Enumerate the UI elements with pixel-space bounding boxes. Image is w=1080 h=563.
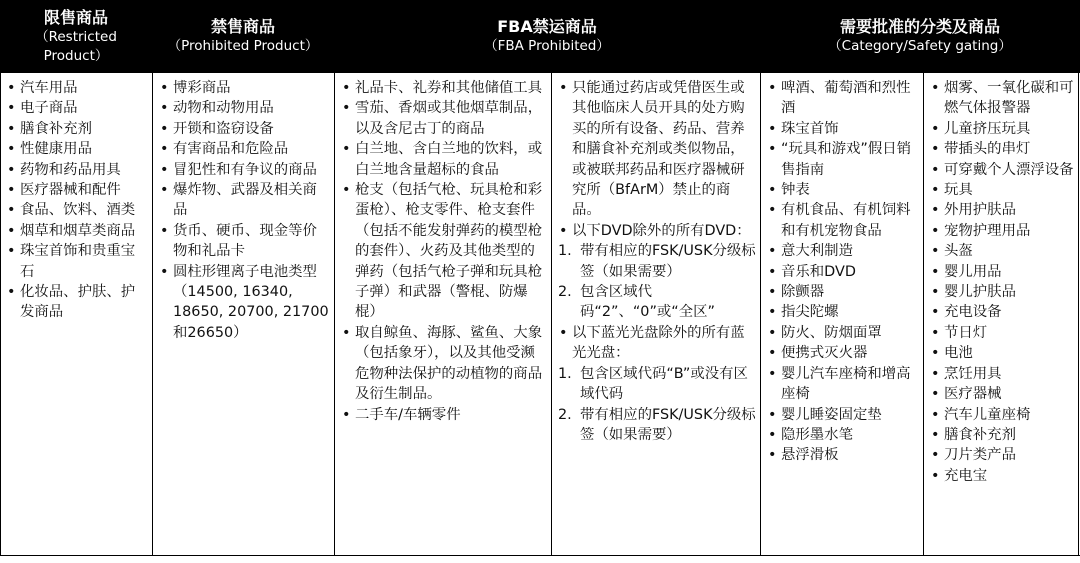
list-item: • 以下DVD除外的所有DVD：	[558, 221, 756, 241]
numbered-item	[558, 405, 756, 446]
header-restricted	[0, 0, 152, 73]
list-item: • 药物和药品用具	[6, 160, 148, 180]
list-item: • 只能通过药店或凭借医生或其他临床人员开具的处方购买的所有设备、药品、营养和膳食补充剂或类似物品，或被联邦药品和医疗器械研究所（BfArM）禁止的商品。	[558, 78, 756, 221]
item-text: 带有相应的FSK/USK分级标签（如果需要）	[580, 243, 756, 280]
numbered-item	[558, 241, 756, 282]
list-item: • 婴儿汽车座椅和增高座椅	[767, 364, 919, 405]
gating-column-right	[923, 73, 1080, 556]
header-prohibited-zh: 禁售商品	[210, 17, 275, 36]
gating-column-left	[760, 73, 923, 556]
header-category-gating	[760, 0, 1080, 73]
item-text: 包含区域代码“B”或没有区域代码	[580, 365, 748, 403]
header-restricted-en-2: Product）	[43, 47, 109, 64]
list-item: • 隐形墨水笔	[767, 425, 919, 445]
list-item: • 医疗器械	[930, 384, 1076, 404]
list-item: • 有害商品和危险品	[159, 139, 330, 159]
list-item: • 有机食品、有机饲料和有机宠物食品	[767, 200, 919, 241]
list-item: • 婴儿用品	[930, 262, 1076, 282]
list-item: • 珠宝首饰和贵重宝石	[6, 241, 148, 282]
list-item: • 冒犯性和有争议的商品	[159, 160, 330, 180]
header-gating-en: （Category/Safety gating）	[828, 38, 1012, 54]
list-item: • 宠物护理用品	[930, 221, 1076, 241]
list-item: • 意大利制造	[767, 241, 919, 261]
list-item: • 电池	[930, 343, 1076, 363]
list-item: • 礼品卡、礼券和其他储值工具	[341, 78, 547, 98]
numbered-item	[558, 364, 756, 405]
numbered-item	[558, 282, 756, 323]
list-item: • 刀片类产品	[930, 445, 1076, 465]
header-fba-zh: FBA禁运商品	[497, 17, 597, 36]
header-fba-en: （FBA Prohibited）	[484, 38, 610, 54]
list-item: • 烟雾、一氧化碳和可燃气体报警器	[930, 78, 1076, 119]
list-item: • 悬浮滑板	[767, 445, 919, 465]
item-number: 2.	[558, 284, 572, 301]
list-item: • “玩具和游戏”假日销售指南	[767, 139, 919, 180]
list-item: • 开锁和盗窃设备	[159, 119, 330, 139]
list-item: • 烟草和烟草类商品	[6, 221, 148, 241]
list-item: • 带插头的串灯	[930, 139, 1076, 159]
list-item: • 膳食补充剂	[6, 119, 148, 139]
list-item: • 指尖陀螺	[767, 302, 919, 322]
list-item: • 玩具	[930, 180, 1076, 200]
list-item: • 白兰地、含白兰地的饮料，或白兰地含量超标的食品	[341, 139, 547, 180]
list-item: • 啤酒、葡萄酒和烈性酒	[767, 78, 919, 119]
item-number: 1.	[558, 365, 572, 382]
list-item: • 爆炸物、武器及相关商品	[159, 180, 330, 221]
list-item: • 儿童挤压玩具	[930, 119, 1076, 139]
list-item: • 食品、饮料、酒类	[6, 200, 148, 220]
list-item: • 防火、防烟面罩	[767, 323, 919, 343]
prohibited-list-column	[152, 73, 334, 556]
list-item: • 婴儿护肤品	[930, 282, 1076, 302]
list-item: • 除颤器	[767, 282, 919, 302]
list-item: • 便携式灭火器	[767, 343, 919, 363]
restricted-list-column	[0, 73, 152, 556]
header-prohibited-en: （Prohibited Product）	[167, 38, 319, 54]
list-item: • 货币、硬币、现金等价物和礼品卡	[159, 221, 330, 262]
list-item: • 充电宝	[930, 466, 1076, 486]
list-item: • 烹饪用具	[930, 364, 1076, 384]
header-prohibited	[152, 0, 334, 73]
table-bottom-rule	[0, 555, 1080, 556]
list-item: • 外用护肤品	[930, 200, 1076, 220]
header-gating-zh: 需要批准的分类及商品	[839, 17, 1000, 36]
list-item: • 珠宝首饰	[767, 119, 919, 139]
list-item: • 动物和动物用品	[159, 98, 330, 118]
item-text: 带有相应的FSK/USK分级标签（如果需要）	[580, 406, 756, 443]
item-text: 包含区域代码“2”、“0”或“全区”	[580, 284, 715, 321]
list-item: • 雪茄、香烟或其他烟草制品，以及含尼古丁的商品	[341, 98, 547, 139]
list-item: • 圆柱形锂离子电池类型（14500, 16340, 18650, 20700, 21700和26650）	[159, 262, 330, 344]
header-restricted-zh: 限售商品	[43, 7, 108, 27]
list-item: • 化妆品、护肤、护发商品	[6, 282, 148, 323]
item-number: 2.	[558, 406, 572, 423]
list-item: • 充电设备	[930, 302, 1076, 322]
list-item: • 钟表	[767, 180, 919, 200]
list-item: • 汽车儿童座椅	[930, 405, 1076, 425]
list-item: • 汽车用品	[6, 78, 148, 98]
list-item: • 节日灯	[930, 323, 1076, 343]
list-item: • 以下蓝光光盘除外的所有蓝光光盘：	[558, 323, 756, 364]
list-item: • 膳食补充剂	[930, 425, 1076, 445]
item-number: 1.	[558, 243, 572, 260]
fba-prohibited-column-left	[334, 73, 551, 556]
list-item: • 枪支（包括气枪、玩具枪和彩蛋枪）、枪支零件、枪支套件（包括不能发射弹药的模型枪的套件）、火药及其他类型的弹药（包括气枪子弹和玩具枪子弹）和武器（警棍、防爆棍）	[341, 180, 547, 323]
list-item: • 博彩商品	[159, 78, 330, 98]
list-item: • 取自鲸鱼、海豚、鲨鱼、大象（包括象牙），以及其他受濒危物种法保护的动植物的商品及衍生制品。	[341, 323, 547, 405]
fba-prohibited-column-right	[551, 73, 760, 556]
list-item: • 二手车/车辆零件	[341, 405, 547, 425]
list-item: • 性健康用品	[6, 139, 148, 159]
header-fba-prohibited	[334, 0, 760, 73]
list-item: • 头盔	[930, 241, 1076, 261]
list-item: • 音乐和DVD	[767, 262, 919, 282]
list-item: • 电子商品	[6, 98, 148, 118]
list-item: • 婴儿睡姿固定垫	[767, 405, 919, 425]
list-item: • 可穿戴个人漂浮设备	[930, 160, 1076, 180]
header-restricted-en: （Restricted	[35, 28, 117, 45]
list-item: • 医疗器械和配件	[6, 180, 148, 200]
